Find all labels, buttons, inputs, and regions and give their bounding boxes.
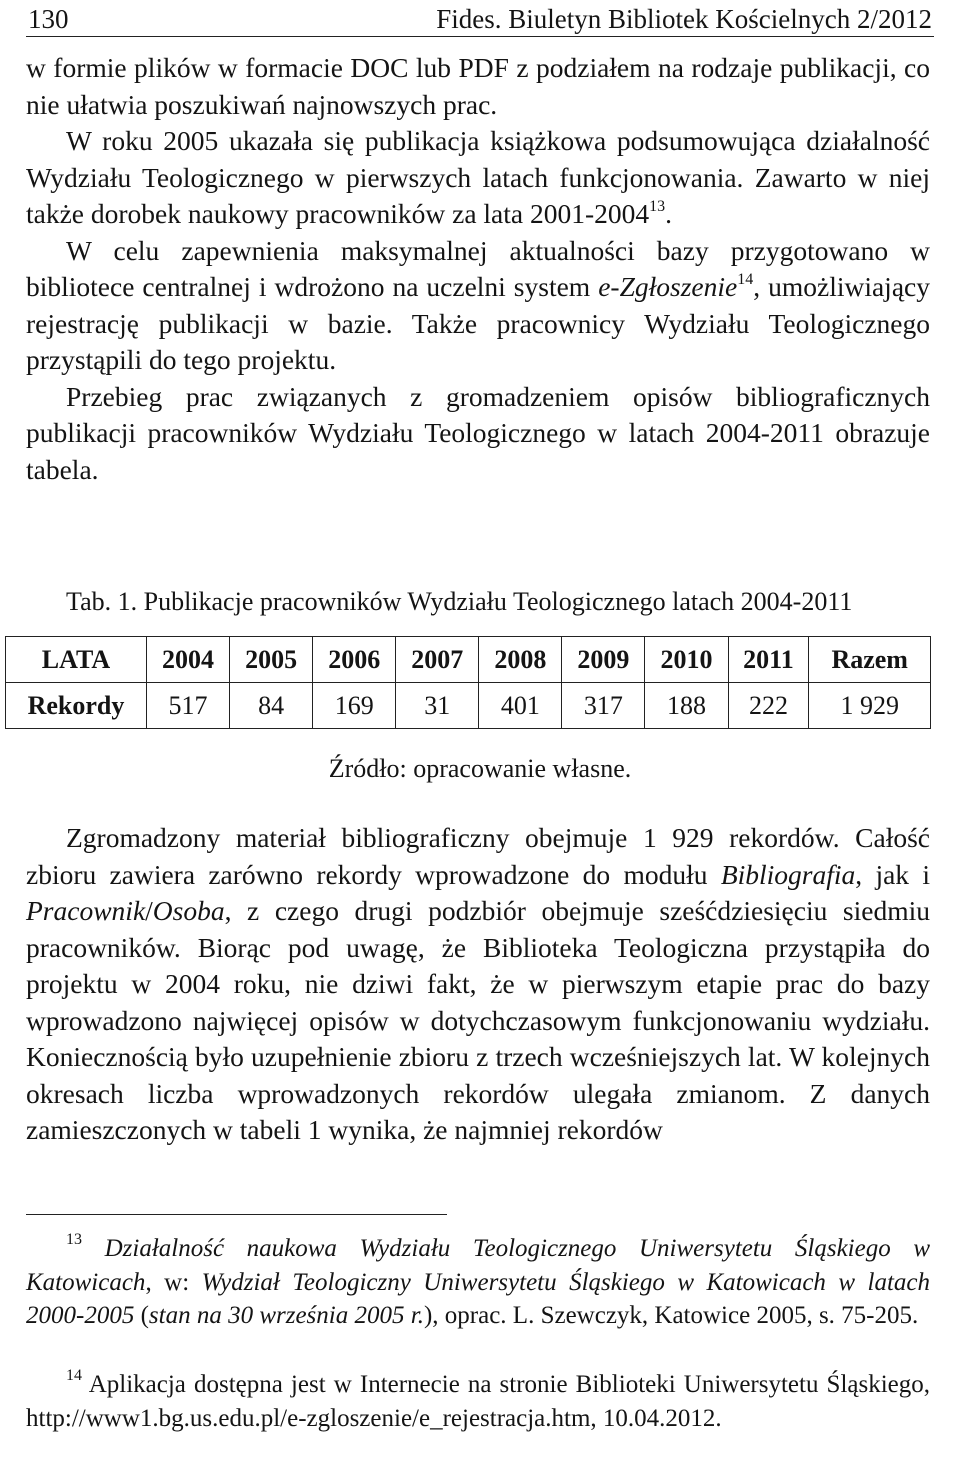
paragraph-text: W roku 2005 ukazała się publikacja książkowa podsumowująca działalność Wydziału Teologicznego w pierwszych latach funkcjonowania. Zawarto w niej także dorobek naukowy pracowników za lata 2001-2004 bbox=[26, 125, 930, 229]
table-header-row bbox=[6, 637, 931, 683]
table-source: Źródło: opracowanie własne. bbox=[328, 754, 632, 783]
paragraph bbox=[26, 379, 930, 489]
year-cell: 2008 bbox=[479, 637, 562, 683]
module-name: Pracownik bbox=[26, 895, 146, 926]
year-cell: 2010 bbox=[645, 637, 728, 683]
table-caption: Tab. 1. Publikacje pracowników Wydziału Teologicznego latach 2004-2011 bbox=[66, 587, 853, 616]
paragraph-text: Przebieg prac związanych z gromadzeniem opisów bibliograficznych publikacji pracowników Wydziału Teologicznego w latach 2004-2011 obrazuje tabela. bbox=[26, 380, 930, 485]
paragraph bbox=[26, 50, 930, 123]
footnote-ref-14[interactable]: 14 bbox=[737, 271, 754, 288]
body-text-top bbox=[26, 50, 930, 488]
year-cell: 2011 bbox=[728, 637, 809, 683]
table-row bbox=[6, 683, 931, 729]
year-cell: 2006 bbox=[313, 637, 396, 683]
module-name: Osoba bbox=[152, 895, 225, 926]
table-header-label: LATA bbox=[6, 637, 147, 683]
year-cell: 2009 bbox=[562, 637, 645, 683]
record-cell: 401 bbox=[479, 683, 562, 729]
paragraph-text: W celu zapewnienia maksymalnej aktualności bazy przygotowano w bibliotece centralnej i wdrożono na uczelni system bbox=[26, 234, 930, 302]
record-cell: 188 bbox=[645, 683, 728, 729]
paragraph bbox=[26, 233, 930, 379]
footnote-number: 14 bbox=[66, 1367, 82, 1384]
record-cell: 84 bbox=[230, 683, 313, 729]
total-cell: 1 929 bbox=[809, 683, 931, 729]
journal-title: Fides. Biuletyn Bibliotek Kościelnych 2/2012 bbox=[436, 4, 932, 34]
footnote-number: 13 bbox=[66, 1231, 82, 1248]
year-cell: 2005 bbox=[230, 637, 313, 683]
record-cell: 169 bbox=[313, 683, 396, 729]
paragraph: Zgromadzony materiał bibliograficzny obejmuje 1 929 rekordów. Całość zbioru zawiera zarówno rekordy wprowadzone do modułu Bibliografia, jak i Pracownik/Osoba, z czego drugi podzbiór obejmuje sześćdziesięciu siedmiu pracowników. Biorąc pod uwagę, że Biblioteka Teologiczna przystąpiła do projektu w 2004 roku, nie dziwi fakt, że w pierwszym etapie prac do bazy wprowadzono najwięcej opisów w dotychczasowym funkcjonowaniu wydziału. Koniecznością było uzupełnienie zbioru z trzech wcześniejszych lat. W kolejnych okresach liczba wprowadzonych rekordów ulegała zmianom. Z danych zamieszczonych w tabeli 1 wynika, że najmniej rekordów bbox=[26, 822, 930, 1145]
year-cell: 2004 bbox=[147, 637, 230, 683]
record-cell: 517 bbox=[147, 683, 230, 729]
running-header bbox=[26, 2, 934, 37]
page-number: 130 bbox=[28, 4, 69, 34]
footnote-14 bbox=[26, 1368, 930, 1435]
system-name: e-Zgłoszenie bbox=[598, 271, 738, 302]
record-cell: 317 bbox=[562, 683, 645, 729]
footnote-13: $^{13}$ Działalność naukowa Wydziału Teologicznego Uniwersytetu Śląskiego w Katowicach, w: Wydział Teologiczny Uniwersytetu Śląskiego w Katowicach w latach 2000-2005 (stan na 30 września 2005 r.), oprac. L. Szewczyk, Katowice 2005, s. 75-205. bbox=[26, 1231, 930, 1329]
paragraph-text: , umożliwiający rejestrację publikacji w bazie. Także pracownicy Wydziału Teologicznego przystąpili do tego projektu. bbox=[26, 271, 930, 375]
footnote-text: Aplikacja dostępna jest w Internecie na stronie Biblioteki Uniwersytetu Śląskiego, http://www1.bg.us.edu.pl/e-zgloszenie/e_rejestracja.htm, 10.04.2012. bbox=[26, 1371, 931, 1432]
row-label: Rekordy bbox=[6, 683, 147, 729]
module-name: Bibliografia bbox=[720, 858, 856, 890]
paragraph-text: w formie plików w formacie DOC lub PDF z podziałem na rodzaje publikacji, co nie ułatwia poszukiwań najnowszych prac. bbox=[26, 52, 930, 120]
body-text-bottom bbox=[26, 820, 930, 1149]
record-cell: 31 bbox=[396, 683, 479, 729]
record-cell: 222 bbox=[728, 683, 809, 729]
records-table bbox=[5, 636, 931, 729]
footnote-separator bbox=[26, 1214, 447, 1215]
total-header-cell: Razem bbox=[809, 637, 931, 683]
paragraph: W roku 2005 ukazała się publikacja książkowa podsumowująca działalność Wydziału Teologicznego w pierwszych latach funkcjonowania. Zawarto w niej także dorobek naukowy pracowników za lata 2001-2004$^{13}$. bbox=[26, 125, 930, 229]
footnote-ref-13[interactable]: 13 bbox=[649, 198, 666, 215]
year-cell: 2007 bbox=[396, 637, 479, 683]
